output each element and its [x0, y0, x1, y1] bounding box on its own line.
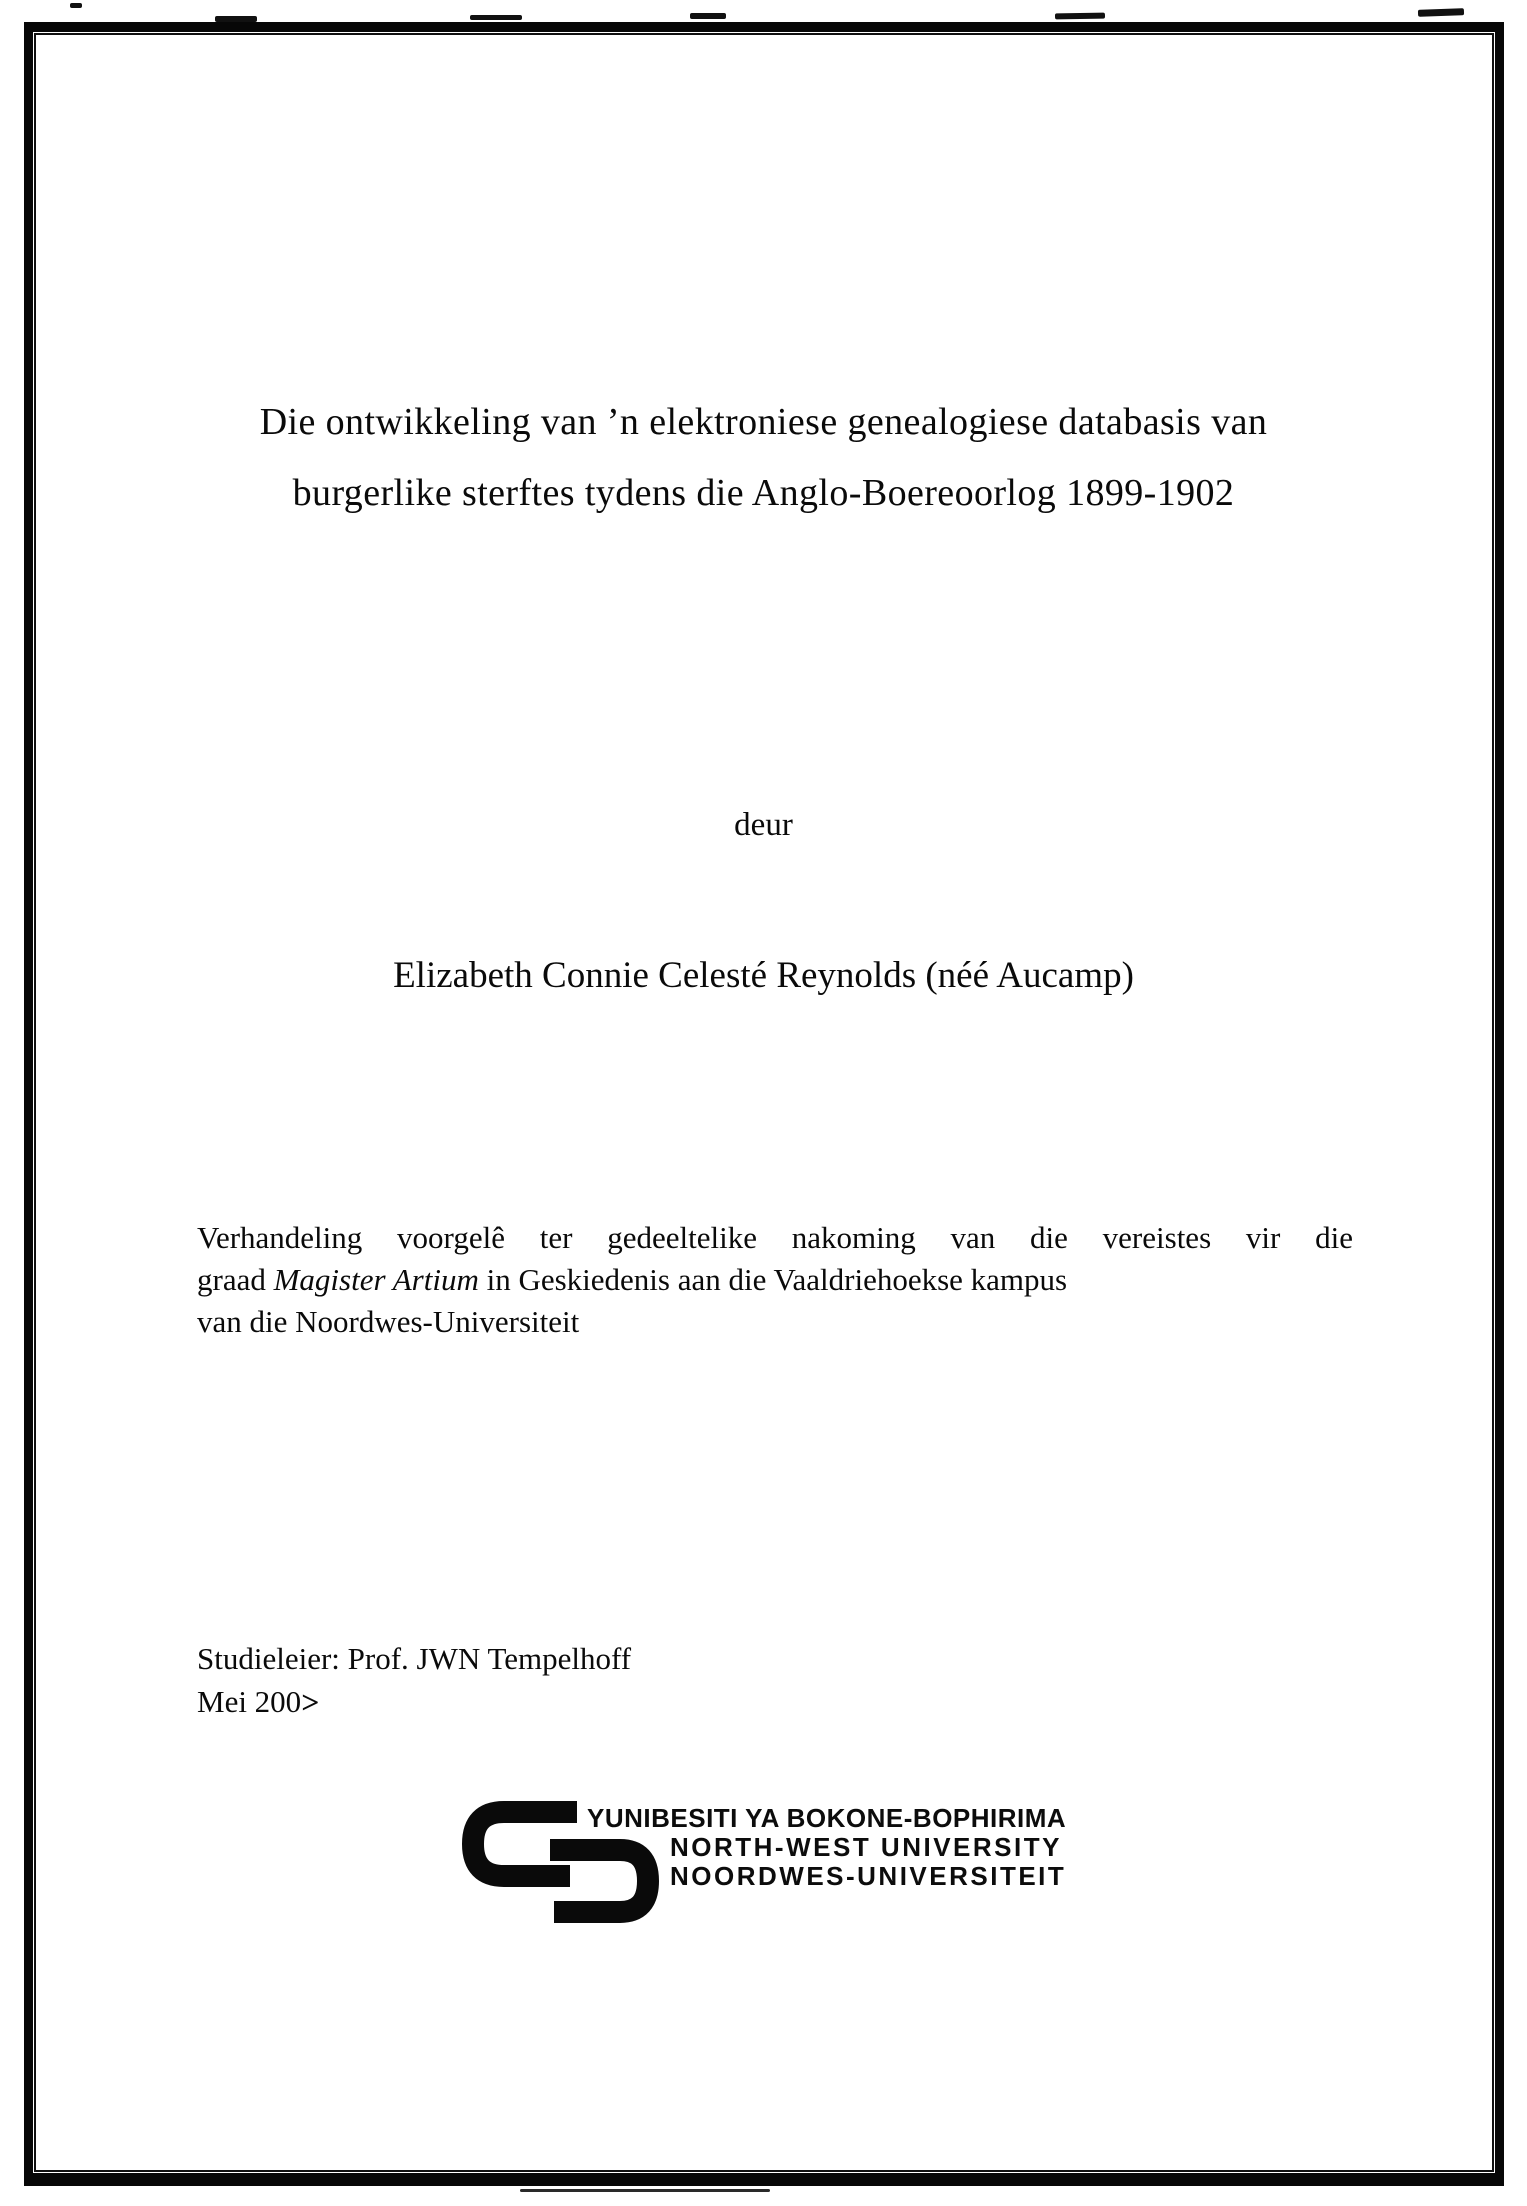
supervisor-block [197, 1637, 1097, 1723]
logo-wordmark-english: NORTH-WEST UNIVERSITY [670, 1832, 1062, 1862]
thesis-title-line1: Die ontwikkeling van ’n elektroniese genealogiese databasis van [259, 401, 1268, 443]
scan-artifact [690, 13, 726, 19]
logo-wordmark-afrikaans: NOORDWES-UNIVERSITEIT [670, 1861, 1067, 1891]
thesis-statement [197, 1217, 1353, 1343]
scan-artifact [1418, 8, 1464, 17]
author-name: Elizabeth Connie Celesté Reynolds (néé Aucamp) [393, 955, 1134, 996]
byline: deur [734, 807, 793, 843]
scan-artifact [520, 2189, 770, 2192]
statement-degree-pre: graad [197, 1262, 274, 1297]
scan-artifact [1055, 13, 1105, 20]
thesis-statement-line1: Verhandeling voorgelê ter gedeeltelike nakoming van die vereistes vir die [197, 1220, 1353, 1255]
thesis-title-line2: burgerlike sterftes tydens die Anglo-Boereoorlog 1899-1902 [292, 472, 1235, 514]
thesis-statement-line3: van die Noordwes-Universiteit [197, 1304, 580, 1339]
statement-degree-post: in Geskiedenis aan die Vaaldriehoekse kampus [478, 1262, 1068, 1297]
logo-wordmark-setswana: YUNIBESITI YA BOKONE-BOPHIRIMA [587, 1803, 1067, 1833]
thesis-statement-line2 [197, 1259, 1353, 1301]
supervisor-line: Studieleier: Prof. JWN Tempelhoff [197, 1641, 632, 1676]
scan-artifact [470, 15, 522, 20]
degree-name-italic: Magister Artium [273, 1262, 479, 1297]
date-line [197, 1680, 1097, 1723]
date-last-digit-glyph: > [301, 1685, 320, 1720]
date-text: Mei 200 [197, 1684, 302, 1719]
scan-artifact [70, 3, 82, 8]
